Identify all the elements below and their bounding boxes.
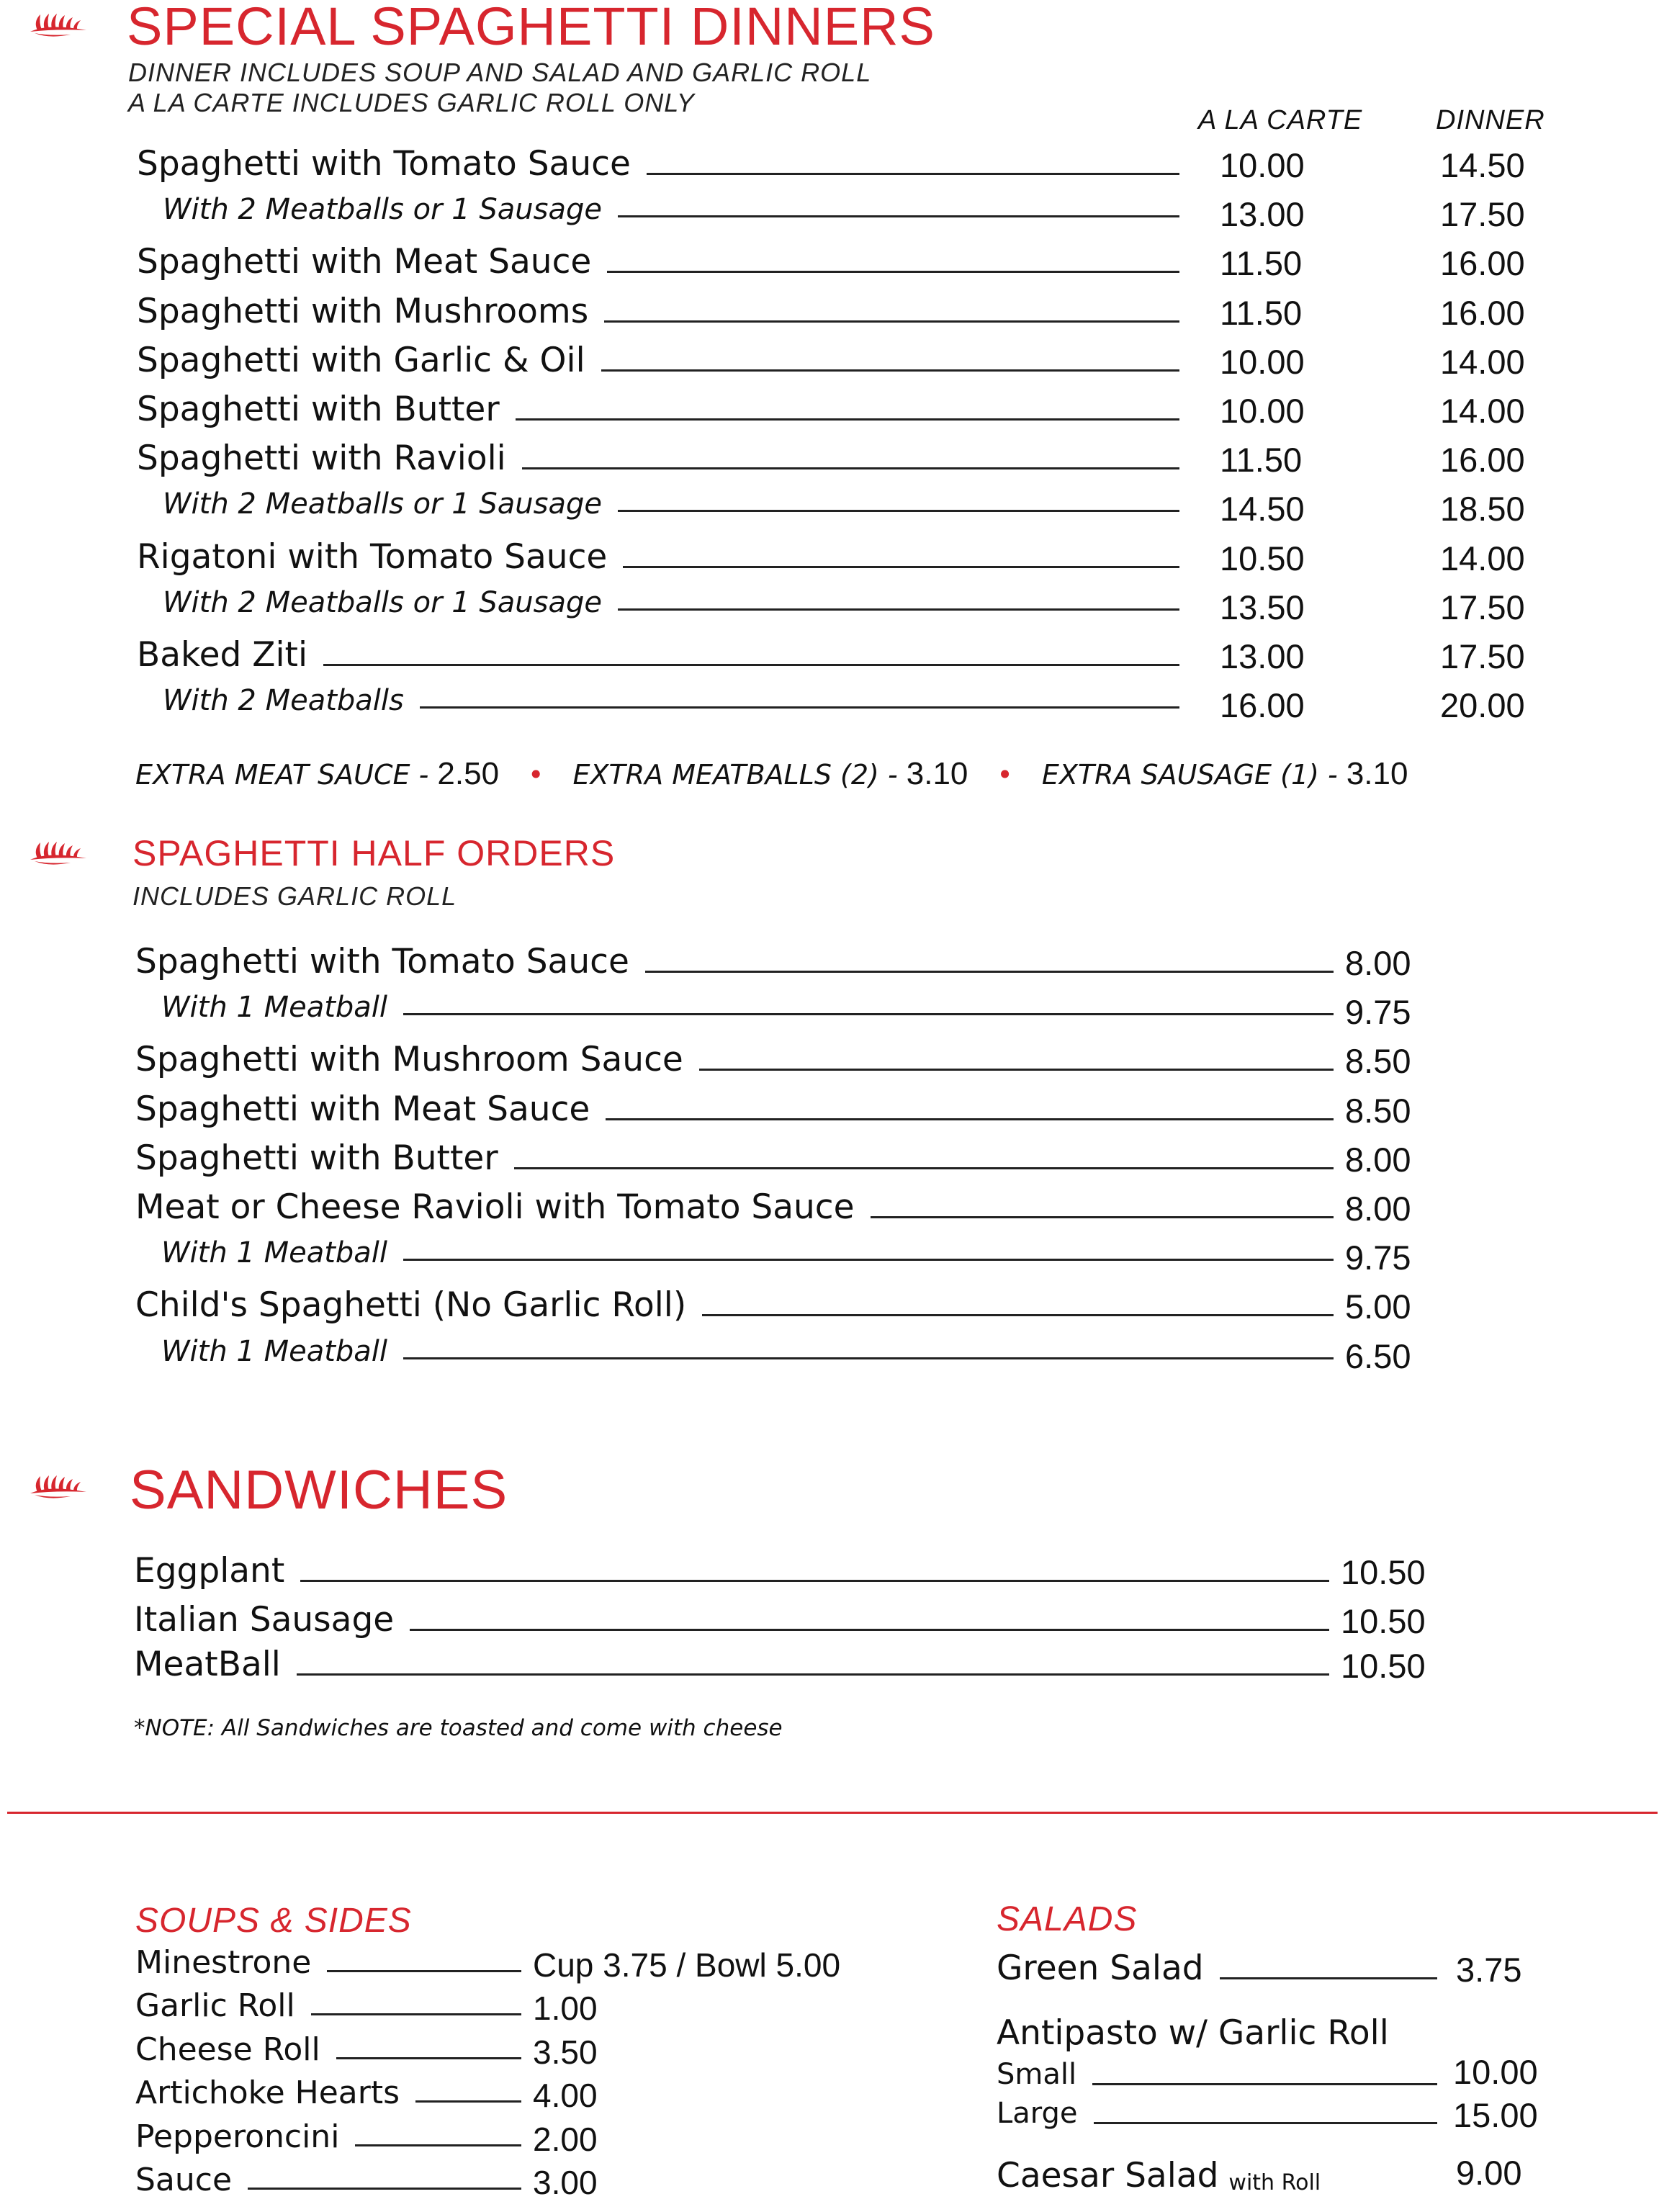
section-title-dinners: SPECIAL SPAGHETTI DINNERS [127,0,935,56]
list-item [137,341,1179,380]
item-price: 17.50 [1440,637,1525,675]
list-item [135,1040,1334,1079]
item-price: 11.50 [1220,244,1303,283]
item-name: Artichoke Hearts [135,2074,400,2112]
leader-line [623,566,1179,568]
leader-line [311,2013,521,2015]
item-price: 8.50 [1345,1091,1411,1130]
leader-line [514,1167,1334,1169]
item-price: 10.50 [1341,1553,1426,1591]
item-name: With 1 Meatball [161,1236,388,1270]
item-price: 13.00 [1220,637,1305,675]
extra-label: EXTRA MEATBALLS (2) [572,759,879,791]
leader-line [522,467,1179,469]
bullet-icon: • [528,759,544,791]
list-item [134,1600,1329,1640]
item-name: With 2 Meatballs or 1 Sausage [163,487,602,521]
item-name: Spaghetti with Butter [137,390,500,429]
item-name: Small [997,2058,1077,2091]
item-price: 10.50 [1341,1647,1426,1685]
list-item [997,1948,1437,1988]
item-name: Pepperoncini [135,2118,340,2155]
item-price: 11.50 [1220,293,1303,332]
section-title-sandwiches: SANDWICHES [130,1460,508,1521]
item-price: 14.00 [1440,342,1525,381]
list-item [161,991,1334,1024]
leader-line [607,271,1179,273]
extra-price: 2.50 [437,756,500,791]
item-price: 3.75 [1456,1951,1522,1989]
item-price: 8.00 [1345,1140,1411,1179]
item-name: Green Salad [997,1948,1204,1988]
list-item [135,1285,1334,1325]
alacarte-note: A LA CARTE INCLUDES GARLIC ROLL ONLY [128,88,695,117]
item-price: 9.00 [1456,2154,1522,2192]
item-name: Baked Ziti [137,635,308,675]
list-item [163,684,1179,717]
item-price: 4.00 [533,2077,598,2115]
item-price: 16.00 [1440,244,1525,283]
list-item [997,2058,1437,2091]
item-price: Cup 3.75 / Bowl 5.00 [533,1946,841,1984]
list-item [134,1645,1329,1684]
section-title-salads: SALADS [997,1900,1138,1938]
leader-line [410,1629,1329,1631]
item-price: 17.50 [1440,588,1525,626]
leader-line [355,2144,521,2146]
item-price: 16.00 [1440,441,1525,480]
list-item [135,2031,521,2068]
item-name: Garlic Roll [135,1987,295,2025]
leader-line [618,608,1179,611]
list-item [135,1987,521,2024]
item-price: 14.50 [1220,490,1305,529]
list-item [163,586,1179,619]
leader-line [618,215,1179,217]
column-header-alacarte: A LA CARTE [1198,105,1363,135]
list-item [135,2074,521,2111]
item-name: Eggplant [134,1551,285,1591]
list-item [997,2097,1437,2130]
ornament-icon [27,10,89,39]
item-name: Spaghetti with Garlic & Oil [137,340,585,380]
item-price: 8.00 [1345,944,1411,982]
item-name: Spaghetti with Tomato Sauce [137,144,631,184]
leader-line [297,1673,1329,1676]
list-item [997,2013,1389,2053]
leader-line [871,1216,1334,1218]
item-price: 9.75 [1345,1238,1411,1277]
item-price: 6.50 [1345,1336,1411,1375]
item-price: 8.50 [1345,1042,1411,1081]
list-item [135,2118,521,2155]
leader-line [647,173,1179,175]
list-item [135,1138,1334,1178]
list-item [997,2156,1321,2195]
leader-line [645,971,1334,973]
item-price: 10.50 [1220,539,1305,577]
leader-line [403,1259,1334,1261]
item-name: Rigatoni with Tomato Sauce [137,536,608,577]
item-name: Italian Sausage [134,1600,395,1640]
list-item [134,1551,1329,1591]
item-price: 9.75 [1345,993,1411,1032]
leader-line [699,1069,1334,1071]
item-price: 10.00 [1453,2053,1538,2091]
item-name: Spaghetti with Meat Sauce [135,1089,590,1129]
ornament-icon [27,838,89,867]
item-name: Spaghetti with Mushrooms [137,291,589,331]
item-price: 17.50 [1440,195,1525,234]
list-item [163,487,1179,521]
item-name: Child's Spaghetti (No Garlic Roll) [135,1285,687,1326]
extra-label: EXTRA SAUSAGE (1) [1041,759,1319,791]
leader-line [1094,2122,1437,2124]
item-price: 10.00 [1220,146,1305,184]
leader-line [601,369,1179,372]
extras-line: EXTRA MEAT SAUCE - 2.50 • EXTRA MEATBALLS (2) - 3.10 • EXTRA SAUSAGE (1) - 3.10 [135,756,1408,791]
item-name: With 2 Meatballs or 1 Sausage [163,585,602,619]
list-item [135,942,1334,981]
item-name: Caesar Salad [997,2156,1219,2195]
dinner-note: DINNER INCLUDES SOUP AND SALAD AND GARLIC ROLL [128,58,872,87]
section-title-soups: SOUPS & SIDES [135,1902,412,1940]
item-name: MeatBall [134,1645,281,1684]
item-price: 16.00 [1220,686,1305,725]
item-name: Spaghetti with Butter [135,1138,498,1178]
list-item [161,1335,1334,1368]
item-name: Antipasto w/ Garlic Roll [997,2013,1389,2053]
leader-line [702,1314,1334,1316]
leader-line [1220,1977,1437,1979]
sandwich-note: *NOTE: All Sandwiches are toasted and come with cheese [134,1715,783,1741]
item-name: With 2 Meatballs [163,684,404,718]
item-name: Large [997,2097,1078,2130]
leader-line [323,664,1179,666]
leader-line [336,2057,521,2059]
list-item [137,242,1179,282]
item-name: Spaghetti with Mushroom Sauce [135,1040,683,1080]
item-price: 10.00 [1220,392,1305,430]
half-orders-note: INCLUDES GARLIC ROLL [132,881,457,911]
item-name: With 1 Meatball [161,1334,388,1368]
extra-label: EXTRA MEAT SAUCE [135,759,410,791]
item-name: Cheese Roll [135,2031,320,2068]
bullet-icon: • [997,759,1013,791]
section-divider [7,1812,1658,1814]
extra-price: 3.10 [1346,756,1408,791]
list-item [135,1089,1334,1129]
item-price: 15.00 [1453,2096,1538,2134]
item-name: Spaghetti with Tomato Sauce [135,942,629,981]
item-price: 16.00 [1440,293,1525,332]
item-name: Minestrone [135,1944,312,1981]
list-item [163,193,1179,226]
list-item [135,1944,521,1981]
extra-price: 3.10 [906,756,968,791]
item-name: Spaghetti with Meat Sauce [137,242,592,282]
item-price: 10.50 [1341,1602,1426,1640]
item-name: With 2 Meatballs or 1 Sausage [163,193,602,227]
item-suffix: with Roll [1228,2170,1321,2195]
leader-line [403,1357,1334,1359]
item-price: 14.00 [1440,392,1525,430]
item-price: 3.50 [533,2033,598,2071]
list-item [137,635,1179,675]
item-name: Meat or Cheese Ravioli with Tomato Sauce [135,1187,855,1227]
item-price: 1.00 [533,1990,598,2028]
leader-line [516,418,1179,421]
leader-line [1092,2083,1437,2085]
item-name: Spaghetti with Ravioli [137,439,506,479]
leader-line [300,1580,1329,1582]
item-price: 14.50 [1440,146,1525,184]
item-price: 14.00 [1440,539,1525,577]
item-price: 18.50 [1440,490,1525,529]
leader-line [415,2100,521,2103]
list-item [137,390,1179,429]
item-name: Sauce [135,2162,233,2198]
leader-line [618,510,1179,512]
item-price: 3.00 [533,2164,598,2201]
item-price: 5.00 [1345,1287,1411,1326]
list-item [137,144,1179,184]
item-price: 20.00 [1440,686,1525,725]
item-price: 8.00 [1345,1190,1411,1228]
leader-line [403,1013,1334,1015]
item-price: 2.00 [533,2120,598,2158]
list-item [137,292,1179,331]
list-item [161,1236,1334,1269]
item-price: 13.50 [1220,588,1305,626]
list-item [137,537,1179,577]
item-price: 11.50 [1220,441,1303,480]
list-item [135,2162,521,2198]
leader-line [327,1970,521,1972]
leader-line [606,1118,1334,1120]
list-item [137,439,1179,478]
leader-line [420,706,1179,709]
section-title-half-orders: SPAGHETTI HALF ORDERS [132,833,616,873]
leader-line [604,320,1179,323]
item-price: 13.00 [1220,195,1305,234]
item-price: 10.00 [1220,342,1305,381]
leader-line [248,2188,521,2190]
list-item [135,1187,1334,1227]
ornament-icon [27,1472,89,1501]
item-name: With 1 Meatball [161,991,388,1025]
column-header-dinner: DINNER [1436,105,1545,135]
